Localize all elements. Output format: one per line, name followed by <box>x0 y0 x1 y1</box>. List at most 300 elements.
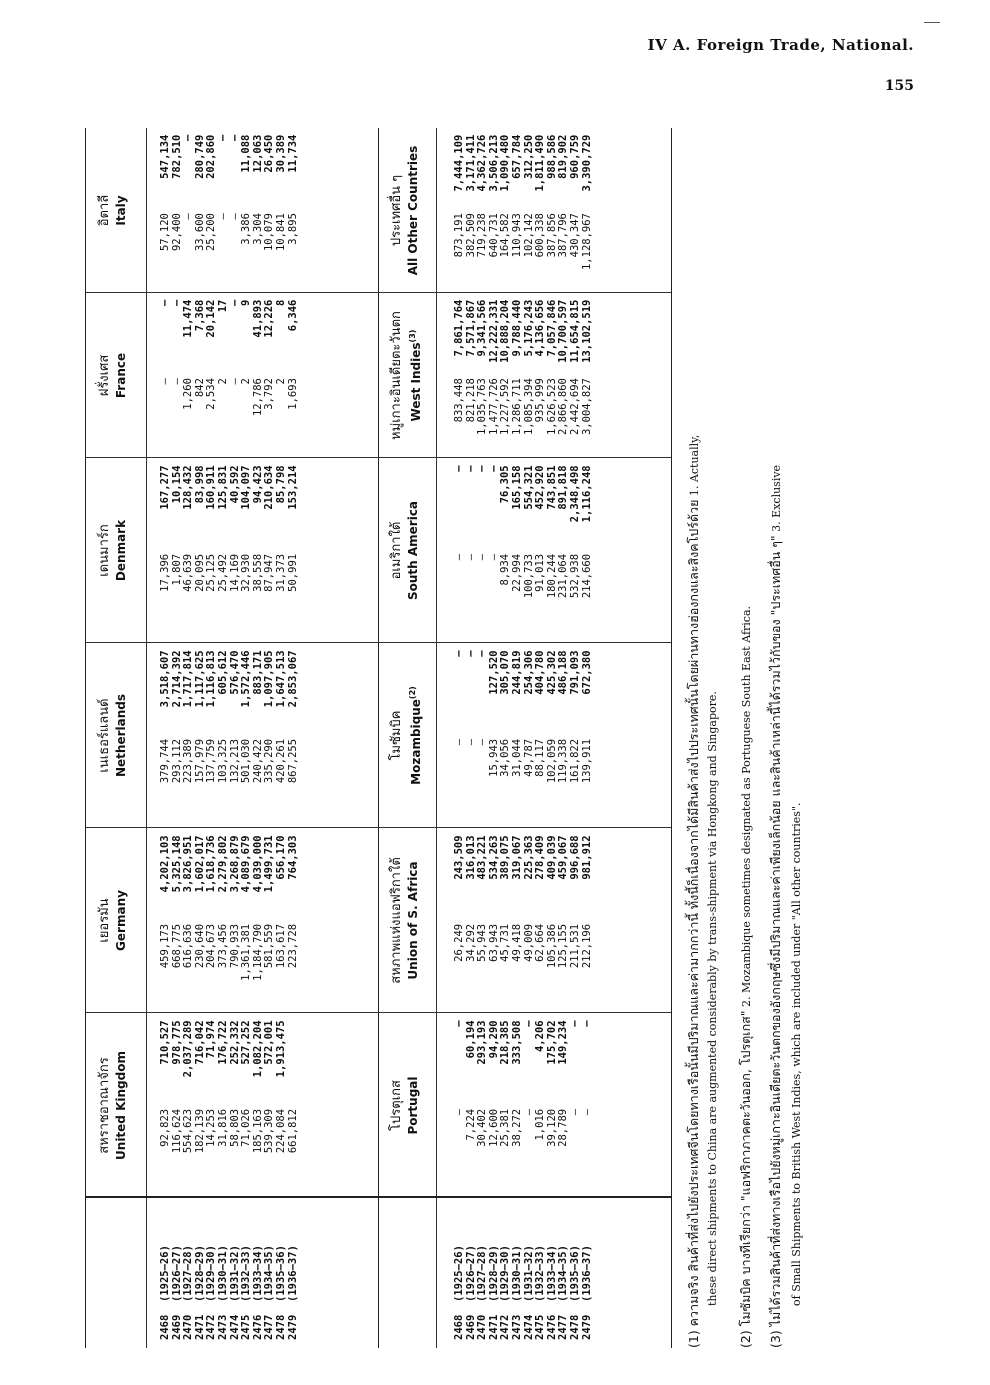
value-cell: 2,279,802 <box>216 835 229 893</box>
value-cell: 3,506,213 <box>487 134 500 192</box>
value-cell: 1,811,490 <box>534 134 547 192</box>
year-be: 2475 <box>240 1314 253 1340</box>
country-header <box>388 828 421 1013</box>
quantity-column <box>454 924 593 1009</box>
country-name-english-text: All Other Countries <box>406 145 420 276</box>
quantity-cell: 132,213 <box>228 738 241 784</box>
value-cell: 83,998 <box>193 465 206 504</box>
quantity-cell: 22,994 <box>510 553 523 592</box>
year-ad: (1930–31) <box>216 1245 229 1302</box>
quantity-cell: 45,731 <box>499 923 512 962</box>
country-header <box>96 458 129 643</box>
country-name-thai: สหราชอาณาจักร <box>97 1057 112 1154</box>
quantity-cell: 873,191 <box>453 213 465 258</box>
footnote-english: of Small Shipments to British West Indies, which are included under "All other countries". <box>790 802 803 1306</box>
value-cell: 13,102,519 <box>580 299 593 363</box>
value-cell: 1,082,204 <box>251 1020 264 1078</box>
value-cell: 8 <box>274 299 287 306</box>
value-cell: 71,974 <box>205 1020 218 1059</box>
column-divider <box>86 292 671 293</box>
country-name-english-text: United Kingdom <box>114 1051 128 1160</box>
year-be: 2471 <box>193 1314 206 1340</box>
quantity-cell: 600,338 <box>534 213 547 258</box>
value-cell: 716,042 <box>193 1020 206 1065</box>
country-name-english <box>405 458 421 643</box>
quantity-column <box>454 213 593 289</box>
country-header <box>96 643 129 828</box>
quantity-cell: — <box>182 213 195 220</box>
header-underline <box>146 128 147 1348</box>
quantity-cell: 31,373 <box>274 553 287 592</box>
value-cell: 333,508 <box>510 1020 523 1065</box>
quantity-cell: 100,733 <box>522 553 535 599</box>
value-cell: 791,093 <box>568 650 581 695</box>
year-be: 2468 <box>453 1314 465 1340</box>
quantity-cell: 842 <box>193 378 206 398</box>
quantity-cell: 157,979 <box>193 738 206 784</box>
year-ad: (1936–37) <box>286 1245 299 1302</box>
value-cell: 2,714,392 <box>170 650 183 708</box>
footnote-thai: (3) ไม่ได้รวมสินค้าที่ส่งทางเรือไปยังหมู่เกาะอินเดียตะวันตกของอังกฤษซึ่งมีปริมาณและค่าเพียงเล็กน้อย และสินค้าเหล่านี้ได้รวมไว้กับของ "ประเทศอื่น ๆ" <box>768 535 783 1348</box>
value-cell: 1,913,475 <box>274 1020 287 1078</box>
country-header <box>388 643 424 828</box>
value-cell: — <box>464 650 477 657</box>
quantity-cell: 668,775 <box>170 923 183 969</box>
value-cell: 486,188 <box>557 650 570 695</box>
quantity-cell: 616,636 <box>182 923 195 969</box>
quantity-cell: — <box>453 553 465 561</box>
quantity-cell: 15,943 <box>487 738 500 777</box>
country-name-english <box>405 643 424 828</box>
year-ad: (1932–33) <box>240 1245 253 1302</box>
value-cell: — <box>182 134 195 141</box>
value-cell: 576,470 <box>228 650 241 695</box>
year-be: 2479 <box>286 1314 299 1340</box>
column-divider <box>86 1012 671 1013</box>
quantity-column <box>160 378 299 454</box>
value-cell: — <box>476 650 489 657</box>
value-cell: 4,202,103 <box>159 835 171 893</box>
country-name-english <box>405 828 421 1013</box>
quantity-cell: 420,261 <box>274 738 287 784</box>
quantity-cell: 224,084 <box>274 1108 287 1154</box>
quantity-cell: 2 <box>216 378 229 385</box>
country-header <box>388 128 421 293</box>
value-cell: 1,097,905 <box>263 650 276 708</box>
country-name-english <box>405 293 424 458</box>
value-cell: 409,039 <box>545 835 558 880</box>
value-cell: 656,170 <box>274 835 287 880</box>
year-row <box>288 1245 300 1340</box>
value-column <box>160 300 299 379</box>
value-column <box>160 1020 299 1109</box>
value-cell: 41,893 <box>251 299 264 338</box>
country-name-english <box>113 828 129 1013</box>
value-cell: — <box>453 650 465 657</box>
quantity-cell: 833,448 <box>453 378 465 423</box>
quantity-cell: 532,938 <box>568 553 581 599</box>
value-cell: 10,700,597 <box>557 299 570 363</box>
year-be: 2477 <box>557 1314 570 1340</box>
quantity-cell: 2,534 <box>205 378 218 410</box>
quantity-cell: 28,789 <box>557 1108 570 1147</box>
quantity-cell: 1,477,726 <box>487 378 500 436</box>
year-row <box>535 1245 547 1340</box>
quantity-cell: 459,173 <box>159 923 171 969</box>
year-be: 2474 <box>228 1314 241 1340</box>
quantity-cell: 3,895 <box>286 213 299 245</box>
country-name-thai: ฝรั่งเศส <box>97 354 112 397</box>
value-cell: 11,654,815 <box>568 299 581 363</box>
value-cell: 10,154 <box>170 465 183 504</box>
year-ad: (1935–36) <box>274 1245 287 1302</box>
country-name-english-text: Italy <box>114 195 128 226</box>
quantity-cell: 379,744 <box>159 738 171 784</box>
year-row <box>454 1245 466 1340</box>
year-ad: (1935–36) <box>568 1245 581 1302</box>
quantity-cell: 7,224 <box>464 1108 477 1141</box>
quantity-cell: — <box>487 553 500 561</box>
year-be: 2477 <box>263 1314 276 1340</box>
quantity-cell: 102,142 <box>522 213 535 258</box>
quantity-cell: 335,290 <box>263 738 276 784</box>
value-cell: 2,348,498 <box>568 465 581 523</box>
value-cell: — <box>170 299 183 306</box>
footnote-marker: (2) <box>408 686 417 700</box>
year-be: 2470 <box>476 1314 489 1340</box>
value-cell: 1,090,480 <box>499 134 512 192</box>
value-cell: 1,602,017 <box>193 835 206 893</box>
country-header <box>96 128 129 293</box>
quantity-column <box>454 554 593 639</box>
value-cell: 254,306 <box>522 650 535 695</box>
rotated-table-area <box>85 128 915 1348</box>
quantity-cell: — <box>464 553 477 561</box>
quantity-cell: 430,347 <box>568 213 581 258</box>
country-header <box>96 1013 129 1198</box>
quantity-column <box>454 1109 593 1194</box>
value-cell: 819,902 <box>557 134 570 179</box>
quantity-cell: 26,249 <box>453 923 465 962</box>
country-name-english <box>113 128 129 293</box>
quantity-cell: 49,787 <box>522 738 535 777</box>
quantity-cell: 230,640 <box>193 923 206 969</box>
quantity-cell: 10,841 <box>274 213 287 252</box>
value-column <box>454 300 593 379</box>
column-divider <box>86 827 671 828</box>
year-ad: (1933–34) <box>251 1245 264 1302</box>
value-cell: 153,214 <box>286 465 299 510</box>
quantity-cell: 31,044 <box>510 738 523 777</box>
country-name-thai: อเมริกาใต้ <box>389 521 404 580</box>
value-cell: 94,423 <box>251 465 264 504</box>
value-cell: 128,432 <box>182 465 195 510</box>
quantity-cell: 12,786 <box>251 378 264 417</box>
value-cell: 710,527 <box>159 1020 171 1065</box>
year-ad: (1928–29) <box>487 1245 500 1302</box>
value-cell: 1,116,248 <box>580 465 593 523</box>
country-name-english-text: West Indies <box>409 342 423 422</box>
country-name-english <box>405 1013 421 1198</box>
footnote-line <box>684 435 704 1348</box>
value-cell: 243,509 <box>453 835 465 880</box>
quantity-cell: 1,227,592 <box>499 378 512 436</box>
page-number: 155 <box>884 78 914 94</box>
value-cell: 3,826,951 <box>182 835 195 893</box>
value-cell: 2,037,289 <box>182 1020 195 1078</box>
value-cell: 9,788,440 <box>510 299 523 357</box>
value-cell: 9 <box>240 299 253 306</box>
quantity-cell: 821,218 <box>464 378 477 423</box>
quantity-cell: 373,456 <box>216 923 229 969</box>
quantity-cell: 14,169 <box>228 553 241 592</box>
value-cell: 1,618,736 <box>205 835 218 893</box>
value-column <box>160 835 299 924</box>
value-cell: 3,390,729 <box>580 134 593 192</box>
footnote-line <box>706 691 719 1306</box>
value-cell: 167,277 <box>159 465 171 510</box>
value-cell: 534,263 <box>487 835 500 880</box>
value-cell: 12,222,331 <box>487 299 500 363</box>
quantity-cell: 182,139 <box>193 1108 206 1154</box>
year-ad: (1930–31) <box>510 1245 523 1302</box>
quantity-cell: 581,559 <box>263 923 276 969</box>
value-cell: 6,346 <box>286 299 299 332</box>
value-cell: 425,302 <box>545 650 558 695</box>
value-cell: 782,510 <box>170 134 183 179</box>
quantity-cell: 935,999 <box>534 378 547 423</box>
value-cell: — <box>487 465 500 472</box>
year-ad: (1931–32) <box>228 1245 241 1302</box>
country-name-english-text: France <box>114 352 128 399</box>
quantity-cell: 3,386 <box>240 213 253 245</box>
footnote-line <box>766 465 786 1348</box>
value-column <box>454 465 593 554</box>
value-cell: 3,171,411 <box>464 134 477 192</box>
value-cell: 202,860 <box>205 134 218 179</box>
quantity-cell: 382,509 <box>464 213 477 258</box>
value-cell: — <box>464 465 477 472</box>
value-cell: 76,305 <box>499 465 512 504</box>
quantity-cell: 661,812 <box>286 1108 299 1154</box>
quantity-cell: 3,304 <box>251 213 264 245</box>
quantity-cell: 33,600 <box>193 213 206 252</box>
value-column <box>160 135 299 214</box>
quantity-cell: 14,253 <box>205 1108 218 1147</box>
quantity-cell: 38,558 <box>251 553 264 592</box>
value-column <box>160 465 299 554</box>
country-header <box>388 1013 421 1198</box>
value-cell: 319,067 <box>510 835 523 880</box>
year-be: 2478 <box>274 1314 287 1340</box>
value-cell: — <box>568 1020 581 1027</box>
quantity-cell: — <box>522 1108 535 1116</box>
quantity-cell: 34,292 <box>464 923 477 962</box>
year-be: 2475 <box>534 1314 547 1340</box>
value-cell: 60,194 <box>464 1020 477 1059</box>
quantity-cell: 1,128,967 <box>580 213 593 271</box>
quantity-cell: 3,792 <box>263 378 276 410</box>
quantity-column <box>160 1109 299 1194</box>
value-cell: 12,226 <box>263 299 276 338</box>
value-cell: 1,499,731 <box>263 835 276 893</box>
value-cell: 104,097 <box>240 465 253 510</box>
year-be: 2472 <box>205 1314 218 1340</box>
value-cell: 312,250 <box>522 134 535 179</box>
value-cell: 26,450 <box>263 134 276 173</box>
value-cell: 404,780 <box>534 650 547 695</box>
value-cell: 305,070 <box>499 650 512 695</box>
value-cell: — <box>476 465 489 472</box>
quantity-cell: 212,196 <box>580 923 593 969</box>
quantity-cell: 2 <box>274 378 287 385</box>
quantity-cell: 293,112 <box>170 738 183 784</box>
quantity-cell: 116,624 <box>170 1108 183 1154</box>
quantity-cell: — <box>453 1108 465 1116</box>
quantity-cell: 49,418 <box>510 923 523 962</box>
quantity-cell: 1,184,790 <box>251 923 264 981</box>
value-cell: 743,851 <box>545 465 558 510</box>
value-cell: — <box>453 465 465 472</box>
value-cell: 4,206 <box>534 1020 547 1053</box>
year-row <box>276 1245 288 1340</box>
quantity-cell: 214,660 <box>580 553 593 599</box>
quantity-cell: 719,238 <box>476 213 489 258</box>
value-cell: 218,385 <box>499 1020 512 1065</box>
year-column <box>454 1245 593 1340</box>
quantity-cell: 240,422 <box>251 738 264 784</box>
value-cell: — <box>522 1020 535 1027</box>
quantity-cell: 231,064 <box>557 553 570 599</box>
country-name-thai: อิตาลี <box>97 194 112 227</box>
quantity-column <box>454 739 593 824</box>
quantity-cell: 161,822 <box>568 738 581 784</box>
country-name-english-text: Mozambique <box>409 699 423 785</box>
value-cell: 127,520 <box>487 650 500 695</box>
quantity-cell: 2 <box>240 378 253 385</box>
value-cell: 12,063 <box>251 134 264 173</box>
value-cell: 7,444,109 <box>453 134 465 192</box>
country-name-english <box>113 1013 129 1198</box>
value-cell: 1,572,446 <box>240 650 253 708</box>
footnote-line <box>790 803 803 1307</box>
value-cell: 30,389 <box>274 134 287 173</box>
value-cell: 389,075 <box>499 835 512 880</box>
footnote-english: 3. Exclusive <box>770 464 783 532</box>
quantity-column <box>454 378 593 454</box>
country-name-english-text: Denmark <box>114 519 128 582</box>
quantity-cell: 25,200 <box>205 213 218 252</box>
quantity-column <box>160 739 299 824</box>
country-name-thai: เดนมาร์ก <box>97 524 112 577</box>
country-header <box>388 458 421 643</box>
quantity-cell: 110,943 <box>510 213 523 258</box>
quantity-cell: 387,796 <box>557 213 570 258</box>
value-cell: 125,831 <box>216 465 229 510</box>
value-cell: 252,332 <box>228 1020 241 1065</box>
value-cell: 175,702 <box>545 1020 558 1065</box>
value-cell: 11,088 <box>240 134 253 173</box>
value-cell: 4,136,656 <box>534 299 547 357</box>
country-header <box>96 293 129 458</box>
value-column <box>454 135 593 214</box>
quantity-cell: — <box>228 378 241 385</box>
value-cell: 17 <box>216 299 229 313</box>
quantity-cell: 91,013 <box>534 553 547 592</box>
quantity-cell: 92,400 <box>170 213 183 252</box>
year-ad: (1925–26) <box>453 1245 465 1302</box>
footnote-thai: (2) โมซัมบิค บางทีเรียกว่า "แอฟริกาภาคตะวันออก, โปรตุเกส" <box>738 1010 753 1348</box>
quantity-cell: — <box>170 378 183 385</box>
year-ad: (1933–34) <box>545 1245 558 1302</box>
value-cell: 10,888,204 <box>499 299 512 363</box>
quantity-cell: 38,272 <box>510 1108 523 1147</box>
year-row <box>570 1245 582 1340</box>
quantity-cell: 88,117 <box>534 738 547 777</box>
value-cell: — <box>580 1020 593 1027</box>
quantity-cell: — <box>159 378 171 385</box>
quantity-cell: 640,731 <box>487 213 500 258</box>
footnote-thai: (1) ความจริง สินค้าที่ส่งไปยังประเทศจีนโดยทางเรือนั้นมีปริมาณและค่ามากกว่านี้ ทั้งนี้ก็เนื่องจากได้มีสินค้าส่งไปประเทศนั้นโดยผ่านทางฮ่องกงและสิงคโปร์ด้วย <box>686 499 701 1348</box>
year-be: 2476 <box>545 1314 558 1340</box>
country-name-thai: เนเธอร์แลนด์ <box>97 698 112 773</box>
footnote-english: these direct shipments to China are augmented considerably by trans-shipment via Hongkong and Singapore. <box>706 691 719 1306</box>
value-cell: 605,612 <box>216 650 229 695</box>
quantity-cell: 185,163 <box>251 1108 264 1154</box>
value-cell: 5,176,243 <box>522 299 535 357</box>
quantity-cell: — <box>476 738 489 746</box>
year-be: 2478 <box>568 1314 581 1340</box>
header-underline <box>436 128 437 1348</box>
quantity-cell: 501,030 <box>240 738 253 784</box>
year-ad: (1932–33) <box>534 1245 547 1302</box>
value-cell: 1,116,813 <box>205 650 218 708</box>
quantity-cell: 2,866,860 <box>557 378 570 436</box>
quantity-cell: — <box>453 738 465 746</box>
year-be: 2469 <box>170 1314 183 1340</box>
value-cell: 5,325,148 <box>170 835 183 893</box>
value-cell: 40,592 <box>228 465 241 504</box>
year-ad: (1936–37) <box>580 1245 593 1302</box>
quantity-cell: — <box>216 213 229 220</box>
year-ad: (1929–30) <box>499 1245 512 1302</box>
value-cell: 1,647,513 <box>274 650 287 708</box>
value-cell: 278,409 <box>534 835 547 880</box>
value-cell: 85,798 <box>274 465 287 504</box>
value-cell: 293,193 <box>476 1020 489 1065</box>
quantity-cell: 31,816 <box>216 1108 229 1147</box>
country-name-english-text: South America <box>406 500 420 601</box>
footnote-english: 1. Actually, <box>688 434 701 497</box>
country-name-thai: โมซัมบิค <box>389 710 404 761</box>
value-cell: 7,368 <box>193 299 206 332</box>
value-cell: 1,717,814 <box>182 650 195 708</box>
quantity-cell: 790,933 <box>228 923 241 969</box>
year-ad: (1927–28) <box>182 1245 195 1302</box>
value-cell: 2,853,067 <box>286 650 299 708</box>
country-name-english <box>405 128 421 293</box>
quantity-cell: 867,255 <box>286 738 299 784</box>
year-be: 2469 <box>464 1314 477 1340</box>
quantity-cell: 223,389 <box>182 738 195 784</box>
top-rule <box>924 22 940 23</box>
quantity-cell: 58,803 <box>228 1108 241 1147</box>
value-cell: 149,234 <box>557 1020 570 1065</box>
quantity-cell: 1,016 <box>534 1108 547 1141</box>
value-column <box>160 650 299 739</box>
quantity-cell: 57,120 <box>159 213 171 252</box>
country-name-thai: สหภาพแห่งแอฟริกาใต้ <box>389 857 404 984</box>
